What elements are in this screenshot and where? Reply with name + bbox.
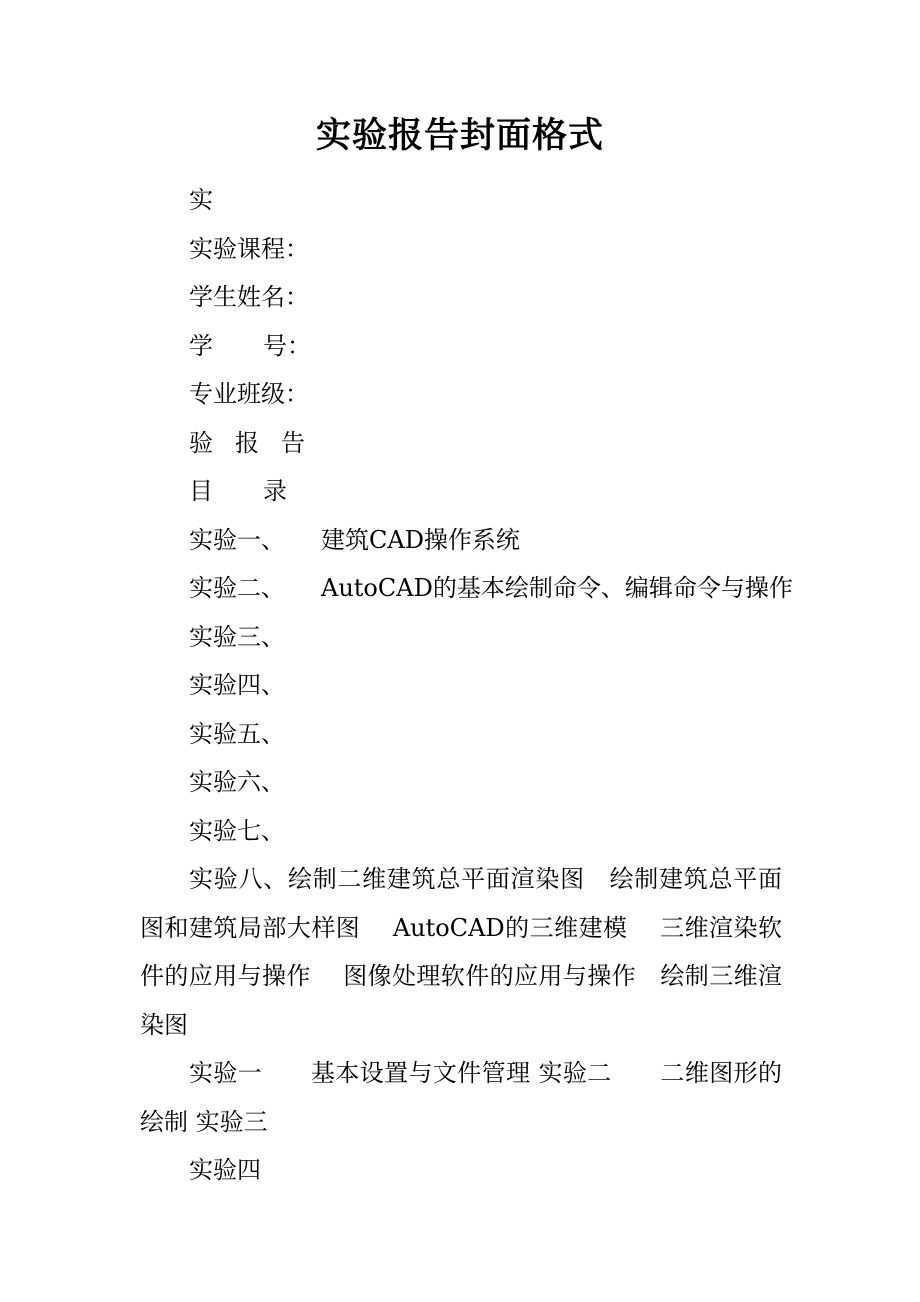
toc-heading [140, 467, 782, 516]
toc-item [140, 661, 782, 710]
toc-item-label: 实验七、 [189, 816, 285, 845]
toc-item [140, 710, 782, 759]
toc-item [140, 758, 782, 807]
toc-item-label: 实验五、 [189, 719, 285, 748]
report-heading-bao: 报 [235, 428, 259, 457]
class-label: 专业班级： [189, 380, 309, 408]
report-heading-gao: 告 [281, 428, 305, 457]
toc-item [140, 516, 782, 565]
toc-item-text: 建筑CAD操作系统 [321, 525, 520, 554]
report-heading [140, 419, 782, 468]
toc-item-label: 实验一、 [189, 525, 285, 554]
toc-item [140, 613, 782, 662]
experiment-list-paragraph: 实验八、绘制二维建筑总平面渲染图 绘制建筑总平面图和建筑局部大样图 AutoCAD的三维建模 三维渲染软件的应用与操作 图像处理软件的应用与操作 绘制三维渲染图 [140, 865, 782, 1039]
toc-item-text: AutoCAD的基本绘制命令、编辑命令与操作 [321, 574, 793, 602]
student-id-label [140, 322, 782, 371]
toc-item-label: 实验四、 [189, 671, 285, 699]
toc-heading-lu: 录 [263, 477, 287, 505]
cover-line-shi: 实 [189, 186, 213, 214]
experiment-summary-paragraph: 实验一 基本设置与文件管理 实验二 二维图形的绘制 实验三 [140, 1059, 782, 1136]
toc-item-label: 实验三、 [189, 622, 285, 651]
report-heading-yan: 验 [189, 428, 213, 457]
course-label: 实验课程： [189, 234, 309, 263]
toc-item-label: 实验二、 [189, 574, 285, 602]
toc-heading-mu: 目 [189, 477, 213, 505]
toc-item [140, 807, 782, 856]
student-id-label-a: 学 [189, 331, 213, 360]
student-id-label-b: 号： [263, 331, 311, 360]
student-name-label: 学生姓名： [189, 283, 309, 311]
document-title: 实验报告封面格式 [315, 116, 604, 156]
document-body [140, 176, 793, 1195]
toc-item [140, 564, 793, 613]
experiment-four-line: 实验四 [189, 1156, 261, 1184]
toc-item-label: 实验六、 [189, 768, 285, 796]
